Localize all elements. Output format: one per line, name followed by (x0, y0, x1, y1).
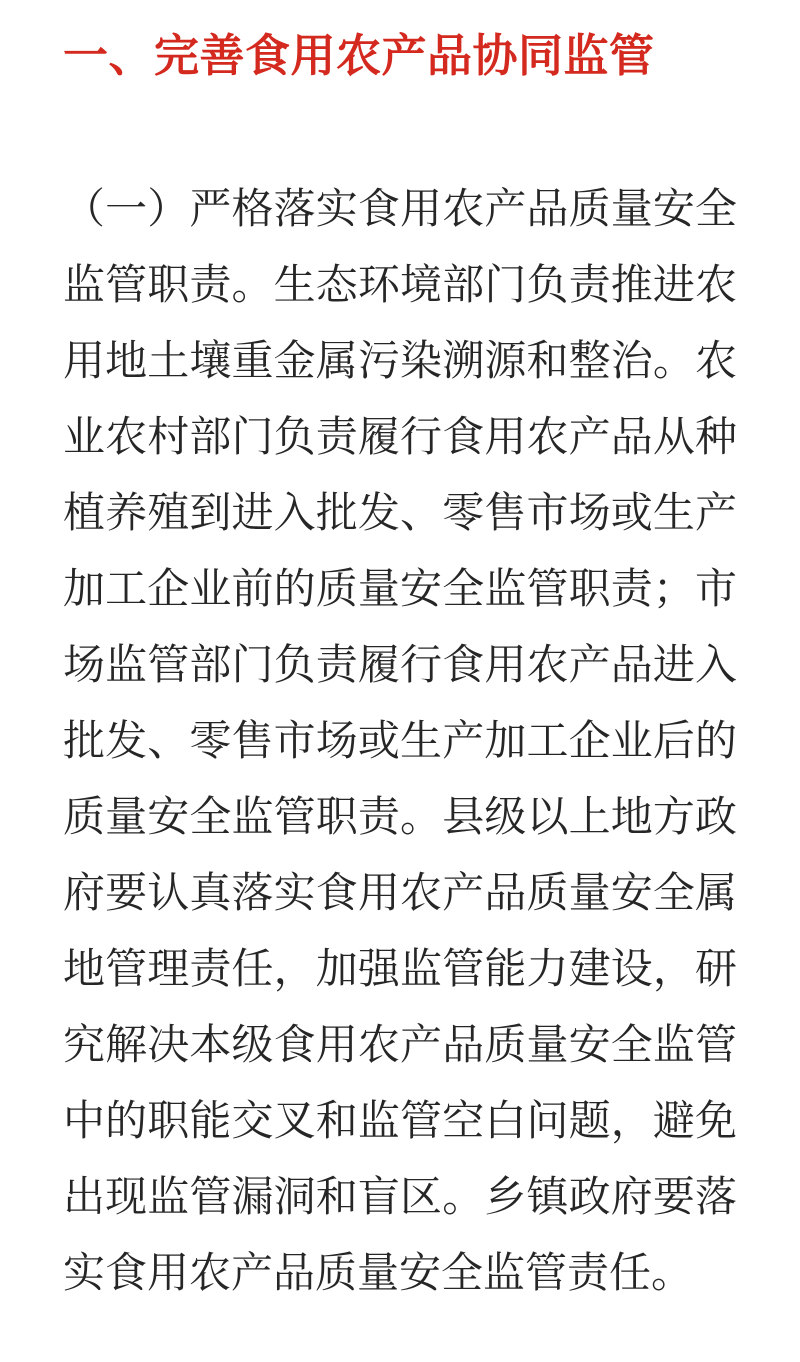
section-heading: 一、完善食用农产品协同监管 (63, 30, 655, 81)
section-paragraph: （一）严格落实食用农产品质量安全监管职责。生态环境部门负责推进农用地土壤重金属污染溯源和整治。农业农村部门负责履行食用农产品从种植养殖到进入批发、零售市场或生产加工企业前的质量安全监管职责；市场监管部门负责履行食用农产品进入批发、零售市场或生产加工企业后的质量安全监管职责。县级以上地方政府要认真落实食用农产品质量安全属地管理责任，加强监管能力建设，研究解决本级食用农产品质量安全监管中的职能交叉和监管空白问题，避免出现监管漏洞和盲区。乡镇政府要落实食用农产品质量安全监管责任。 (63, 185, 737, 1296)
